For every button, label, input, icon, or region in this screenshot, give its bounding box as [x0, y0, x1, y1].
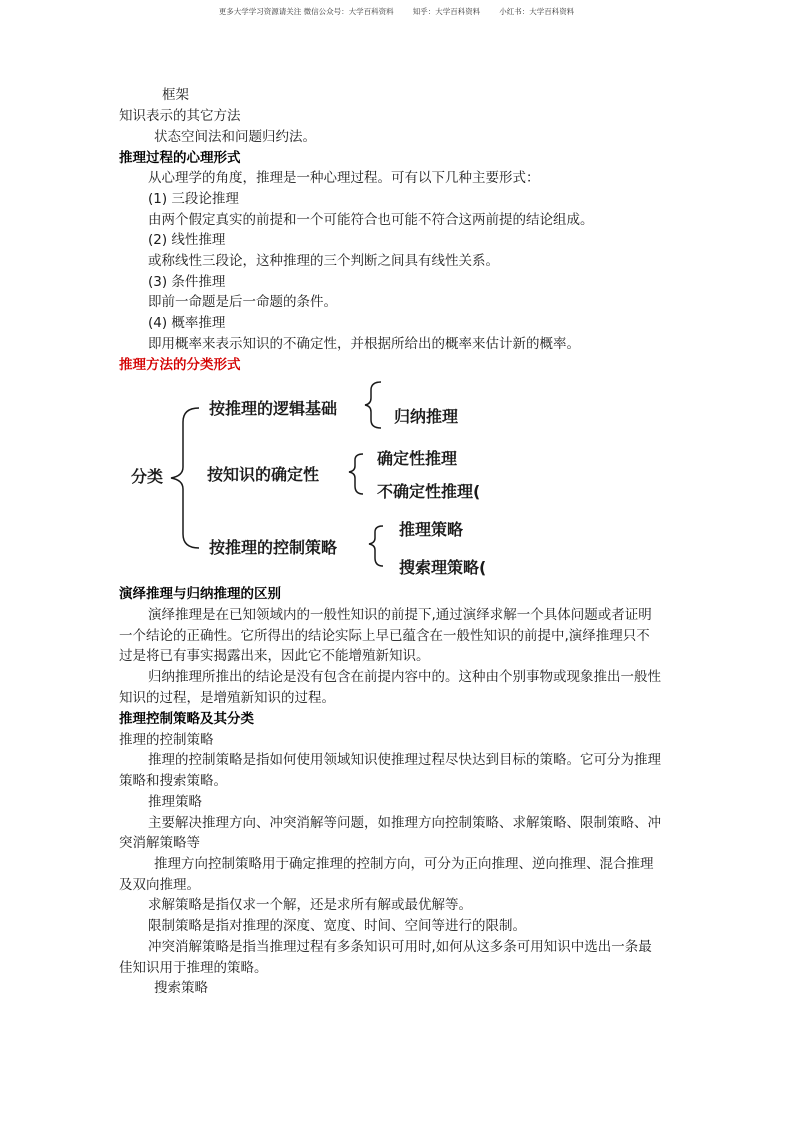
- diff-p2-l2: 知识的过程，是增殖新知识的过程。: [119, 690, 335, 706]
- diff-p1-l3: 过是将已有事实揭露出来，因此它不能增殖新知识。: [119, 648, 430, 664]
- control-p3-l1: 推理方向控制策略用于确定推理的控制方向，可分为正向推理、逆向推理、混合推理: [154, 856, 654, 872]
- diff-p1-l2: 一个结论的正确性。它所得出的结论实际上早已蕴含在一般性知识的前提中,演绎推理只不: [119, 628, 650, 644]
- leaf-inductive: 归纳推理: [394, 407, 459, 426]
- control-p2-l2: 突消解策略等: [119, 835, 200, 851]
- heading-difference: 演绎推理与归纳推理的区别: [119, 586, 281, 602]
- leaf-certain: 确定性推理: [377, 449, 458, 468]
- text-state-space: 状态空间法和问题归约法。: [154, 129, 316, 145]
- node-logic-basis: 按推理的逻辑基础: [209, 399, 338, 418]
- leaf-uncertain: 不确定性推理(: [377, 482, 481, 501]
- form-1-desc: 由两个假定真实的前提和一个可能符合也可能不符合这两前提的结论组成。: [148, 212, 594, 228]
- control-p1-l2: 策略和搜索策略。: [119, 773, 227, 789]
- control-p6-l2: 佳知识用于推理的策略。: [119, 960, 268, 976]
- root-brace: [171, 408, 199, 548]
- heading-control: 推理控制策略及其分类: [119, 711, 254, 727]
- form-2-desc: 或称线性三段论，这种推理的三个判断之间具有线性关系。: [148, 253, 499, 269]
- control-p6-l1: 冲突消解策略是指当推理过程有多条知识可用时,如何从这多条可用知识中选出一条最: [148, 939, 652, 955]
- classification-diagram: [119, 372, 519, 582]
- heading-classification: 推理方法的分类形式: [119, 357, 241, 373]
- brace-3: [369, 526, 383, 566]
- control-p4: 求解策略是指仅求一个解，还是求所有解或最优解等。: [148, 897, 472, 913]
- form-1-title: (1) 三段论推理: [148, 191, 239, 207]
- form-3-desc: 即前一命题是后一命题的条件。: [148, 294, 337, 310]
- node-root: 分类: [131, 467, 164, 486]
- control-p1-l1: 推理的控制策略是指如何使用领域知识使推理过程尽快达到目标的策略。它可分为推理: [148, 752, 661, 768]
- brace-2: [349, 454, 363, 494]
- text-other-methods: 知识表示的其它方法: [119, 108, 241, 124]
- control-reasoning: 推理策略: [148, 794, 202, 810]
- node-control-strategy: 按推理的控制策略: [209, 538, 338, 557]
- control-p5: 限制策略是指对推理的深度、宽度、时间、空间等进行的限制。: [148, 918, 526, 934]
- control-p2-l1: 主要解决推理方向、冲突消解等问题，如推理方向控制策略、求解策略、限制策略、冲: [148, 815, 661, 831]
- control-search: 搜索策略: [154, 980, 208, 996]
- form-2-title: (2) 线性推理: [148, 232, 226, 248]
- heading-psych-forms: 推理过程的心理形式: [119, 150, 241, 166]
- diff-p1-l1: 演绎推理是在已知领域内的一般性知识的前提下,通过演绎求解一个具体问题或者证明: [148, 607, 652, 623]
- leaf-search-strategy: 搜索理策略(: [399, 558, 487, 577]
- control-p3-l2: 及双向推理。: [119, 877, 200, 893]
- page-header: 更多大学学习资源请关注 微信公众号：大学百科资料 知乎：大学百科资料 小红书：大学百科资料: [218, 7, 575, 16]
- brace-1: [365, 382, 381, 428]
- form-4-desc: 即用概率来表示知识的不确定性，并根据所给出的概率来估计新的概率。: [148, 336, 580, 352]
- psych-intro: 从心理学的角度，推理是一种心理过程。可有以下几种主要形式：: [148, 170, 540, 186]
- form-4-title: (4) 概率推理: [148, 315, 226, 331]
- text-framework: 框架: [162, 87, 189, 103]
- form-3-title: (3) 条件推理: [148, 274, 226, 290]
- node-certainty: 按知识的确定性: [207, 465, 320, 484]
- diff-p2-l1: 归纳推理所推出的结论是没有包含在前提内容中的。这种由个别事物或现象推出一般性: [148, 669, 661, 685]
- control-sub: 推理的控制策略: [119, 732, 214, 748]
- leaf-reasoning-strategy: 推理策略: [399, 520, 464, 539]
